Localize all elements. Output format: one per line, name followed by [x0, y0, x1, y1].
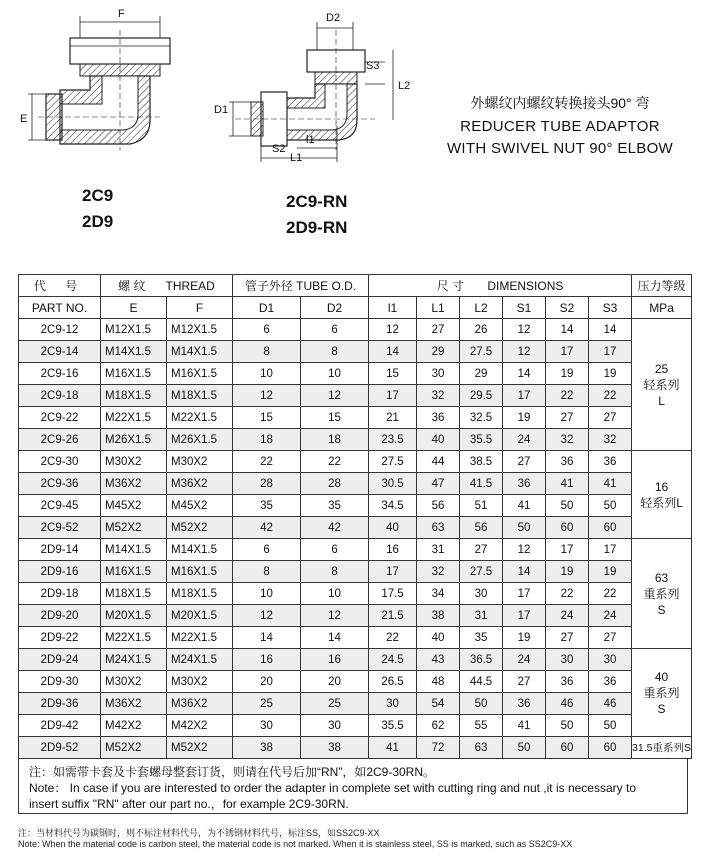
- pressure-value: 31.5重系列S: [632, 741, 691, 754]
- table-cell: 42: [233, 517, 301, 539]
- table-cell: 31: [417, 539, 460, 561]
- table-cell: 14: [589, 319, 632, 341]
- table-cell: 16: [369, 539, 417, 561]
- table-cell: M16X1.5: [101, 561, 167, 583]
- table-row: [19, 605, 692, 627]
- table-cell: 22: [369, 627, 417, 649]
- part-number-cell: 2D9-16: [19, 561, 101, 583]
- table-cell: 60: [546, 737, 589, 759]
- pressure-value: 25: [654, 361, 669, 376]
- part-number-cell: 2D9-20: [19, 605, 101, 627]
- label-S3: S3: [366, 60, 380, 72]
- table-cell: M52X2: [101, 517, 167, 539]
- table-cell: M36X2: [167, 693, 233, 715]
- table-cell: 17: [503, 605, 546, 627]
- table-cell: 30: [417, 363, 460, 385]
- table-row: [19, 517, 692, 539]
- table-cell: 35.5: [460, 429, 503, 451]
- part-number-cell: 2D9-22: [19, 627, 101, 649]
- table-cell: M45X2: [101, 495, 167, 517]
- table-cell: 51: [460, 495, 503, 517]
- header-pressure-en: MPa: [632, 297, 692, 319]
- table-cell: M24X1.5: [101, 649, 167, 671]
- table-row: [19, 693, 692, 715]
- header-E: E: [101, 297, 167, 319]
- part-number-cell: 2C9-18: [19, 385, 101, 407]
- table-cell: 47: [417, 473, 460, 495]
- table-cell: 27: [589, 407, 632, 429]
- table-cell: 6: [233, 319, 301, 341]
- table-cell: 30: [369, 693, 417, 715]
- table-cell: M36X2: [167, 473, 233, 495]
- table-cell: 56: [417, 495, 460, 517]
- table-cell: 62: [417, 715, 460, 737]
- table-cell: 60: [546, 517, 589, 539]
- table-cell: 14: [503, 561, 546, 583]
- table-cell: M26X1.5: [167, 429, 233, 451]
- footer-en: Note: When the material code is carbon steel, the material code is not marked. When it is stainless steel, SS is marked, such as SS2C9-XX: [18, 839, 573, 849]
- table-cell: 40: [417, 429, 460, 451]
- table-cell: 36: [417, 407, 460, 429]
- table-cell: M42X2: [101, 715, 167, 737]
- table-cell: 36: [546, 671, 589, 693]
- table-cell: 35: [233, 495, 301, 517]
- table-cell: 40: [369, 517, 417, 539]
- table-cell: 25: [233, 693, 301, 715]
- table-cell: 20: [301, 671, 369, 693]
- table-cell: 17.5: [369, 583, 417, 605]
- table-cell: 10: [233, 363, 301, 385]
- table-cell: 50: [460, 693, 503, 715]
- part-number-cell: 2C9-26: [19, 429, 101, 451]
- table-cell: 35: [301, 495, 369, 517]
- pressure-series: 轻系列L: [640, 495, 683, 510]
- header-dimensions: 尺 寸 DIMENSIONS: [369, 275, 632, 297]
- part-number-cell: 2D9-36: [19, 693, 101, 715]
- table-cell: 27: [460, 539, 503, 561]
- table-cell: 22: [546, 385, 589, 407]
- table-row: [19, 715, 692, 737]
- table-cell: 14: [546, 319, 589, 341]
- table-cell: M14X1.5: [167, 539, 233, 561]
- table-cell: 16: [233, 649, 301, 671]
- table-row: [19, 671, 692, 693]
- header-L2: L2: [460, 297, 503, 319]
- table-cell: 29: [417, 341, 460, 363]
- table-cell: 15: [301, 407, 369, 429]
- table-cell: 40: [417, 627, 460, 649]
- table-cell: M30X2: [167, 671, 233, 693]
- table-cell: M14X1.5: [101, 539, 167, 561]
- table-cell: 19: [546, 363, 589, 385]
- code-2c9: 2C9: [82, 186, 114, 205]
- table-cell: M16X1.5: [167, 561, 233, 583]
- table-cell: 14: [301, 627, 369, 649]
- table-cell: 28: [301, 473, 369, 495]
- table-cell: 28: [233, 473, 301, 495]
- label-E: E: [20, 113, 28, 125]
- header-pressure-cn: 压力等级: [632, 275, 692, 297]
- header-L1: L1: [417, 297, 460, 319]
- table-cell: 17: [546, 341, 589, 363]
- table-row: [19, 341, 692, 363]
- title-cn: 外螺纹内螺纹转换接头90° 弯: [470, 95, 650, 111]
- table-cell: 27: [589, 627, 632, 649]
- table-cell: 17: [546, 539, 589, 561]
- table-cell: 21.5: [369, 605, 417, 627]
- table-cell: 24: [503, 429, 546, 451]
- header-thread: 螺 纹 THREAD: [101, 275, 233, 297]
- part-number-cell: 2D9-24: [19, 649, 101, 671]
- table-cell: 50: [589, 495, 632, 517]
- table-cell: M26X1.5: [101, 429, 167, 451]
- table-row: [19, 649, 692, 671]
- pressure-cell: [632, 737, 692, 759]
- code-2d9: 2D9: [82, 212, 114, 231]
- table-cell: M20X1.5: [167, 605, 233, 627]
- table-cell: M22X1.5: [101, 407, 167, 429]
- table-cell: 50: [503, 517, 546, 539]
- table-cell: 32: [546, 429, 589, 451]
- table-cell: 46: [546, 693, 589, 715]
- table-cell: 20: [233, 671, 301, 693]
- table-cell: 12: [301, 605, 369, 627]
- table-cell: 50: [589, 715, 632, 737]
- title-en-1: REDUCER TUBE ADAPTOR: [460, 118, 660, 135]
- table-row: [19, 583, 692, 605]
- table-row: [19, 627, 692, 649]
- table-cell: M22X1.5: [101, 627, 167, 649]
- table-row: [19, 429, 692, 451]
- table-cell: 10: [233, 583, 301, 605]
- table-cell: 8: [301, 341, 369, 363]
- table-cell: 29.5: [460, 385, 503, 407]
- table-cell: 38: [233, 737, 301, 759]
- table-cell: 30: [546, 649, 589, 671]
- table-cell: M30X2: [167, 451, 233, 473]
- table-cell: 8: [233, 561, 301, 583]
- table-cell: 36: [589, 671, 632, 693]
- spec-table: [18, 274, 692, 759]
- table-cell: 12: [233, 605, 301, 627]
- header-tube: 管子外径 TUBE O.D.: [233, 275, 369, 297]
- part-number-cell: 2D9-30: [19, 671, 101, 693]
- part-number-cell: 2C9-16: [19, 363, 101, 385]
- table-cell: 41: [503, 495, 546, 517]
- table-cell: 15: [233, 407, 301, 429]
- table-cell: 12: [233, 385, 301, 407]
- code-2c9-rn: 2C9-RN: [286, 192, 348, 211]
- table-cell: 41: [546, 473, 589, 495]
- table-cell: 22: [589, 385, 632, 407]
- table-cell: 14: [369, 341, 417, 363]
- table-cell: 27: [546, 627, 589, 649]
- table-cell: 23.5: [369, 429, 417, 451]
- part-number-cell: 2D9-14: [19, 539, 101, 561]
- table-cell: 17: [589, 539, 632, 561]
- table-cell: 19: [503, 627, 546, 649]
- table-cell: 24.5: [369, 649, 417, 671]
- table-cell: 10: [301, 363, 369, 385]
- table-cell: 41: [369, 737, 417, 759]
- label-D2: D2: [326, 12, 341, 24]
- table-cell: M14X1.5: [167, 341, 233, 363]
- table-cell: 14: [503, 363, 546, 385]
- table-cell: 56: [460, 517, 503, 539]
- table-cell: 41.5: [460, 473, 503, 495]
- table-cell: M22X1.5: [167, 407, 233, 429]
- header-F: F: [167, 297, 233, 319]
- table-cell: 38: [417, 605, 460, 627]
- table-cell: 22: [589, 583, 632, 605]
- note-cn: 注：如需带卡套及卡套螺母整套订货，则请在代号后加“RN”，如2C9-30RN。: [29, 765, 436, 779]
- pressure-cell: [632, 319, 692, 451]
- table-cell: 50: [503, 737, 546, 759]
- table-cell: 60: [589, 737, 632, 759]
- table-row: [19, 319, 692, 341]
- table-cell: 44.5: [460, 671, 503, 693]
- table-cell: 21: [369, 407, 417, 429]
- table-cell: 30.5: [369, 473, 417, 495]
- table-cell: M52X2: [167, 517, 233, 539]
- table-cell: 27.5: [369, 451, 417, 473]
- table-cell: 50: [546, 495, 589, 517]
- note-en-2: insert suffix "RN" after our part no.，for example 2C9-30RN.: [29, 797, 349, 811]
- elbow-drawing-left: [20, 10, 220, 170]
- table-cell: 41: [589, 473, 632, 495]
- pressure-cell: [632, 539, 692, 649]
- table-cell: M12X1.5: [101, 319, 167, 341]
- table-cell: 22: [233, 451, 301, 473]
- table-cell: 22: [546, 583, 589, 605]
- table-cell: M30X2: [101, 451, 167, 473]
- table-cell: 6: [233, 539, 301, 561]
- table-cell: 43: [417, 649, 460, 671]
- table-cell: 17: [369, 561, 417, 583]
- table-cell: 12: [369, 319, 417, 341]
- table-cell: 25: [301, 693, 369, 715]
- table-cell: 27: [503, 451, 546, 473]
- table-cell: 54: [417, 693, 460, 715]
- table-cell: 44: [417, 451, 460, 473]
- table-row: [19, 451, 692, 473]
- table-cell: M45X2: [167, 495, 233, 517]
- part-number-cell: 2C9-45: [19, 495, 101, 517]
- header-S3: S3: [589, 297, 632, 319]
- table-cell: 30: [460, 583, 503, 605]
- table-cell: 14: [233, 627, 301, 649]
- elbow-drawing-right: [215, 10, 415, 170]
- table-cell: 6: [301, 319, 369, 341]
- table-cell: M16X1.5: [167, 363, 233, 385]
- table-cell: M24X1.5: [167, 649, 233, 671]
- pressure-value: 40: [654, 669, 669, 684]
- table-cell: 31: [460, 605, 503, 627]
- table-row: [19, 363, 692, 385]
- table-cell: 8: [233, 341, 301, 363]
- table-cell: 12: [503, 539, 546, 561]
- table-cell: M18X1.5: [167, 385, 233, 407]
- table-cell: 27.5: [460, 341, 503, 363]
- table-cell: 34: [417, 583, 460, 605]
- table-cell: 50: [546, 715, 589, 737]
- table-cell: 19: [589, 561, 632, 583]
- title-en-2: WITH SWIVEL NUT 90° ELBOW: [446, 140, 674, 157]
- table-cell: 26.5: [369, 671, 417, 693]
- code-2d9-rn: 2D9-RN: [286, 218, 348, 237]
- table-cell: 42: [301, 517, 369, 539]
- table-cell: M36X2: [101, 693, 167, 715]
- part-number-cell: 2C9-22: [19, 407, 101, 429]
- table-cell: 16: [301, 649, 369, 671]
- table-cell: M52X2: [167, 737, 233, 759]
- pressure-value: 16: [654, 479, 669, 494]
- table-cell: 60: [589, 517, 632, 539]
- table-cell: 36: [503, 473, 546, 495]
- table-cell: 17: [503, 583, 546, 605]
- part-number-cell: 2C9-14: [19, 341, 101, 363]
- table-cell: 27: [503, 671, 546, 693]
- table-cell: 22: [301, 451, 369, 473]
- table-cell: 34.5: [369, 495, 417, 517]
- table-row: [19, 495, 692, 517]
- header-D1: D1: [233, 297, 301, 319]
- table-cell: M42X2: [167, 715, 233, 737]
- table-cell: 32: [589, 429, 632, 451]
- table-cell: 17: [503, 385, 546, 407]
- header-S2: S2: [546, 297, 589, 319]
- table-cell: M52X2: [101, 737, 167, 759]
- part-number-cell: 2C9-52: [19, 517, 101, 539]
- pressure-series: 重系列: [643, 586, 680, 601]
- table-cell: 48: [417, 671, 460, 693]
- table-cell: 6: [301, 539, 369, 561]
- part-number-cell: 2D9-42: [19, 715, 101, 737]
- footer-cn: 注：当材料代号为碳钢时，则不标注材料代号，为不锈钢材料代号，标注SS，如SS2C9-XX: [18, 828, 380, 838]
- pressure-cell: [632, 451, 692, 539]
- table-cell: 30: [301, 715, 369, 737]
- table-cell: 38: [301, 737, 369, 759]
- table-cell: M36X2: [101, 473, 167, 495]
- table-cell: 24: [546, 605, 589, 627]
- table-cell: M18X1.5: [101, 583, 167, 605]
- table-row: [19, 737, 692, 759]
- label-F: F: [118, 8, 125, 20]
- table-cell: 32: [417, 561, 460, 583]
- table-cell: M16X1.5: [101, 363, 167, 385]
- table-cell: 26: [460, 319, 503, 341]
- table-cell: 46: [589, 693, 632, 715]
- table-cell: 12: [301, 385, 369, 407]
- table-cell: 55: [460, 715, 503, 737]
- table-cell: 72: [417, 737, 460, 759]
- part-number-cell: 2C9-36: [19, 473, 101, 495]
- pressure-value: 63: [654, 570, 669, 585]
- table-cell: 19: [503, 407, 546, 429]
- header-D2: D2: [301, 297, 369, 319]
- table-cell: 17: [369, 385, 417, 407]
- pressure-suffix: S: [657, 701, 666, 716]
- table-row: [19, 539, 692, 561]
- header-S1: S1: [503, 297, 546, 319]
- table-cell: 27: [546, 407, 589, 429]
- table-cell: 30: [589, 649, 632, 671]
- table-cell: 24: [589, 605, 632, 627]
- table-cell: 35: [460, 627, 503, 649]
- part-number-cell: 2D9-52: [19, 737, 101, 759]
- pressure-cell: [632, 649, 692, 737]
- label-L1: L1: [290, 152, 303, 164]
- table-cell: 18: [301, 429, 369, 451]
- part-number-cell: 2C9-12: [19, 319, 101, 341]
- table-row: [19, 407, 692, 429]
- table-cell: M22X1.5: [167, 627, 233, 649]
- header-part-cn: 代 号: [19, 275, 101, 297]
- pressure-series: 轻系列: [643, 377, 680, 392]
- table-cell: 19: [546, 561, 589, 583]
- label-l1: l1: [306, 134, 315, 146]
- label-S2: S2: [272, 143, 286, 155]
- table-cell: 10: [301, 583, 369, 605]
- table-cell: M18X1.5: [101, 385, 167, 407]
- table-cell: 41: [503, 715, 546, 737]
- table-cell: 35.5: [369, 715, 417, 737]
- part-number-cell: 2C9-30: [19, 451, 101, 473]
- table-cell: 36.5: [460, 649, 503, 671]
- table-cell: 29: [460, 363, 503, 385]
- label-L2: L2: [398, 80, 411, 92]
- table-cell: M14X1.5: [101, 341, 167, 363]
- table-cell: 15: [369, 363, 417, 385]
- table-row: [19, 561, 692, 583]
- table-row: [19, 385, 692, 407]
- part-number-cell: 2D9-18: [19, 583, 101, 605]
- table-cell: M30X2: [101, 671, 167, 693]
- table-cell: 18: [233, 429, 301, 451]
- table-cell: M12X1.5: [167, 319, 233, 341]
- table-cell: 36: [503, 693, 546, 715]
- pressure-series: 重系列: [643, 685, 680, 700]
- table-cell: 17: [589, 341, 632, 363]
- label-D1: D1: [214, 104, 229, 116]
- table-cell: 32.5: [460, 407, 503, 429]
- table-cell: 19: [589, 363, 632, 385]
- table-cell: 30: [233, 715, 301, 737]
- header-l1: l1: [369, 297, 417, 319]
- table-row: [19, 473, 692, 495]
- table-cell: 27.5: [460, 561, 503, 583]
- table-cell: M18X1.5: [167, 583, 233, 605]
- pressure-suffix: L: [658, 393, 665, 408]
- table-cell: M20X1.5: [101, 605, 167, 627]
- table-cell: 63: [417, 517, 460, 539]
- header-part-en: PART NO.: [19, 297, 101, 319]
- table-cell: 24: [503, 649, 546, 671]
- table-cell: 8: [301, 561, 369, 583]
- table-cell: 36: [546, 451, 589, 473]
- table-cell: 32: [417, 385, 460, 407]
- table-cell: 12: [503, 341, 546, 363]
- order-note: [18, 758, 688, 814]
- pressure-suffix: S: [657, 602, 666, 617]
- table-cell: 36: [589, 451, 632, 473]
- table-cell: 27: [417, 319, 460, 341]
- table-cell: 12: [503, 319, 546, 341]
- note-en-1: Note： In case if you are interested to order the adapter in complete set with cutting ring and nut ,it is necessary to: [29, 781, 636, 795]
- table-cell: 38.5: [460, 451, 503, 473]
- table-cell: 63: [460, 737, 503, 759]
